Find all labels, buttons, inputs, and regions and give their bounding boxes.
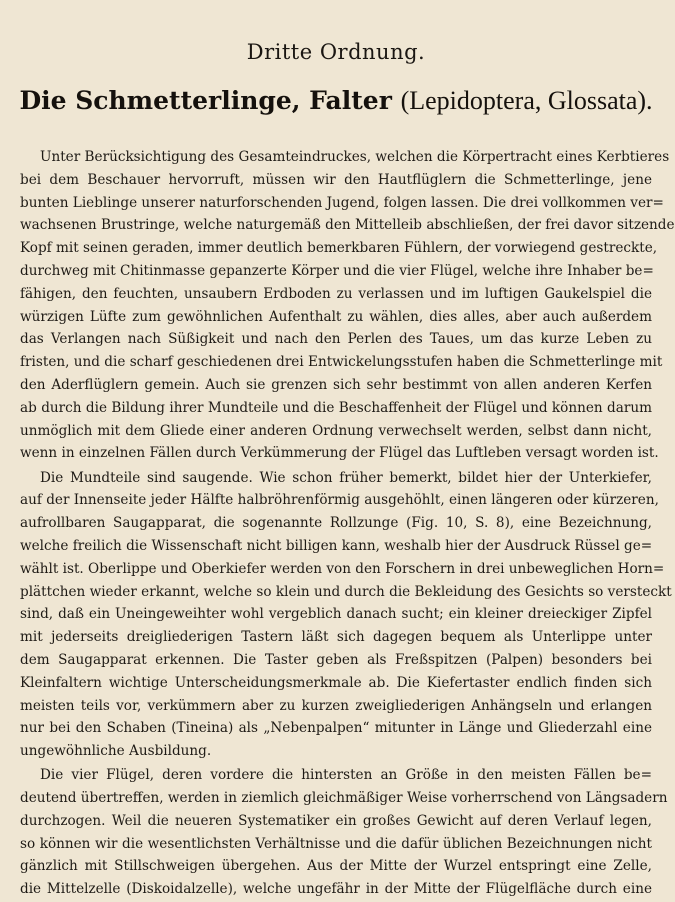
text-line: meisten teils vor, verkümmern aber zu kurzen zweigliederigen Anhängseln und erlangen: [20, 697, 652, 714]
text-line: durchzogen. Weil die neueren Systematiker ein großes Gewicht auf deren Verlauf legen,: [20, 812, 652, 829]
text-line: bei dem Beschauer hervorruft, müssen wir den Hautflüglern die Schmetterlinge, jene: [20, 171, 652, 188]
text-line: auf der Innenseite jeder Hälfte halbröhrenförmig ausgehöhlt, einen längeren oder kürzeren,: [20, 492, 659, 509]
text-line: bunten Lieblinge unserer naturforschenden Jugend, folgen lassen. Die drei vollkommen ver=: [20, 194, 664, 211]
text-line: ungewöhnliche Ausbildung.: [20, 743, 212, 760]
paragraph-3: [20, 764, 668, 901]
title-latin: (Lepidoptera, Glossata).: [400, 86, 653, 115]
text-line: deutend übertreffen, werden in ziemlich gleichmäßiger Weise vorherrschend von Längsadern: [20, 790, 668, 807]
text-line: sind, daß ein Uneingeweihter wohl vergeblich danach sucht; ein kleiner dreieckiger Zipfel: [20, 606, 652, 623]
text-line: wenn in einzelnen Fällen durch Verkümmerung der Flügel das Luftleben versagt worden ist.: [20, 445, 659, 462]
text-line: Kleinfaltern wichtige Unterscheidungsmerkmale ab. Die Kiefertaster endlich finden sich: [20, 674, 652, 691]
text-line: würzigen Lüfte zum gewöhnlichen Aufenthalt zu wählen, dies alles, aber auch außerdem: [20, 308, 652, 325]
text-line: durchweg mit Chitinmasse gepanzerte Körper und die vier Flügel, welche ihre Inhaber be=: [20, 262, 654, 279]
text-line: gänzlich mit Stillschweigen übergehen. Aus der Mitte der Wurzel entspringt eine Zelle,: [20, 858, 652, 875]
text-line: mit jederseits dreigliederigen Tastern läßt sich dagegen bequem als Unterlippe unter: [20, 629, 652, 646]
text-line: aufrollbaren Saugapparat, die sogenannte Rollzunge (Fig. 10, S. 8), eine Bezeichnung,: [20, 515, 652, 532]
text-line: Die vier Flügel, deren vordere die hintersten an Größe in den meisten Fällen be=: [40, 767, 652, 784]
paragraph-1: [20, 146, 675, 465]
text-line: Unter Berücksichtigung des Gesamteindruckes, welchen die Körpertracht eines Kerbtieres: [40, 149, 670, 165]
text-line: plättchen wieder erkannt, welche so klein und durch die Bekleidung des Gesichts so versteckt: [20, 583, 672, 600]
text-line: unmöglich mit dem Gliede einer anderen Ordnung verwechselt werden, selbst dann nicht,: [20, 422, 652, 439]
text-line: ab durch die Bildung ihrer Mundteile und die Beschaffenheit der Flügel und können darum: [20, 399, 652, 416]
order-heading: Dritte Ordnung.: [246, 40, 426, 64]
paragraph-2: [20, 467, 672, 763]
text-line: so können wir die wesentlichsten Verhältnisse und die dafür üblichen Bezeichnungen nicht: [20, 835, 652, 852]
text-line: das Verlangen nach Süßigkeit und nach den Perlen des Taues, um das kurze Leben zu: [20, 331, 652, 348]
title-german: Die Schmetterlinge, Falter: [19, 86, 392, 115]
text-line: nur bei den Schaben (Tineina) als „Nebenpalpen“ mitunter in Länge und Gliederzahl eine: [20, 720, 652, 737]
text-line: Die Mundteile sind saugende. Wie schon früher bemerkt, bildet hier der Unterkiefer,: [40, 469, 652, 486]
text-line: fristen, und die scharf geschiedenen drei Entwickelungsstufen haben die Schmetterlinge mit: [20, 354, 663, 371]
text-line: den Aderflüglern gemein. Auch sie grenzen sich sehr bestimmt von allen anderen Kerfen: [20, 376, 652, 393]
text-line: wählt ist. Oberlippe und Oberkiefer werden von den Forschern in drei unbeweglichen Horn=: [20, 560, 665, 577]
text-line: welche freilich die Wissenschaft nicht billigen kann, weshalb hier der Ausdruck Rüssel ge=: [20, 537, 653, 554]
text-line: wachsenen Brustringe, welche naturgemäß den Mittelleib abschließen, der frei davor sitzende: [20, 217, 675, 234]
chapter-title: [0, 86, 672, 116]
body-text: [20, 146, 675, 902]
text-line: fähigen, den feuchten, unsaubern Erdboden zu verlassen und im luftigen Gaukelspiel die: [20, 285, 652, 302]
text-line: Kopf mit seinen geraden, immer deutlich bemerkbaren Fühlern, der vorwiegend gestreckte,: [20, 240, 658, 257]
text-line: dem Saugapparat erkennen. Die Taster geben als Freßspitzen (Palpen) besonders bei: [20, 651, 652, 668]
text-line: die Mittelzelle (Diskoidalzelle), welche ungefähr in der Mitte der Flügelfläche durch eine: [20, 881, 652, 898]
